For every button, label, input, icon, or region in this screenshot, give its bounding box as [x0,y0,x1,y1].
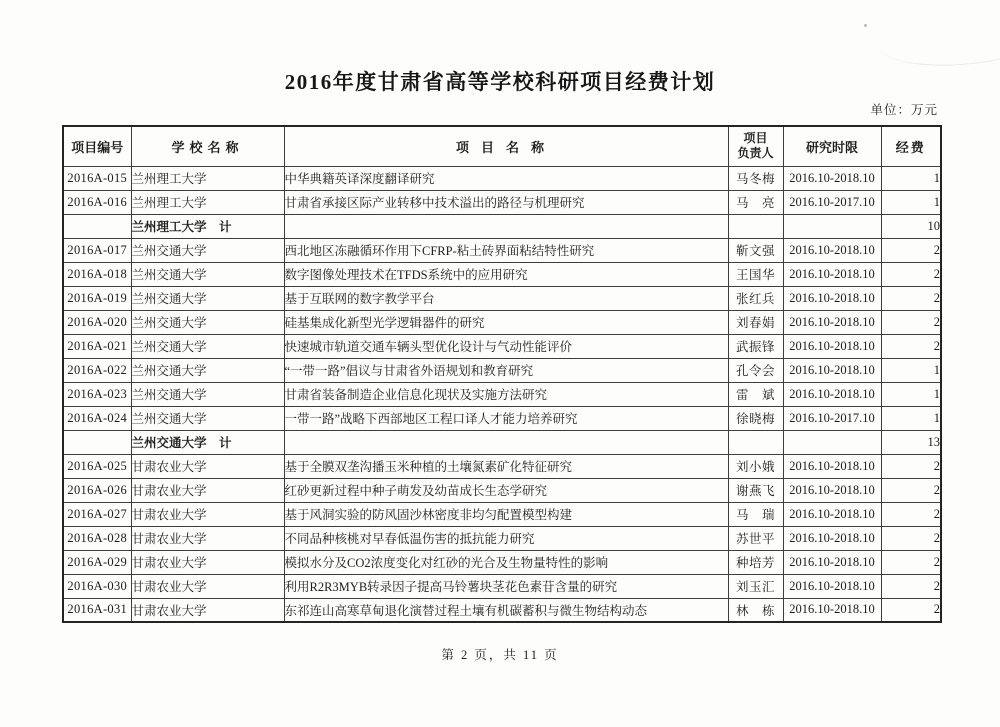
cell-school-name: 甘肃农业大学 [131,550,284,574]
cell-project-leader: 马冬梅 [728,166,783,190]
table-row [63,598,941,622]
cell-research-period: 2016.10-2017.10 [783,190,881,214]
table-body [63,166,941,622]
cell-project-name: 模拟水分及CO2浓度变化对红砂的光合及生物量特性的影响 [284,550,728,574]
cell-research-period: 2016.10-2018.10 [783,238,881,262]
table-row [63,454,941,478]
cell-project-code: 2016A-029 [63,550,131,574]
cell-research-period: 2016.10-2018.10 [783,334,881,358]
cell-project-name: 快速城市轨道交通车辆头型优化设计与气动性能评价 [284,334,728,358]
page-title: 2016年度甘肃省高等学校科研项目经费计划 [284,70,716,94]
cell-project-leader: 苏世平 [728,526,783,550]
cell-project-leader: 种培芳 [728,550,783,574]
cell-fund: 2 [881,454,941,478]
cell-school-name: 兰州理工大学 计 [131,214,284,238]
cell-school-name: 甘肃农业大学 [131,574,284,598]
cell-research-period: 2016.10-2018.10 [783,502,881,526]
cell-school-name: 兰州交通大学 [131,286,284,310]
cell-fund: 2 [881,574,941,598]
cell-project-name: 甘肃省承接区际产业转移中技术溢出的路径与机理研究 [284,190,728,214]
cell-project-code: 2016A-028 [63,526,131,550]
cell-project-code: 2016A-023 [63,382,131,406]
header-project-leader [728,126,783,166]
cell-project-name: 西北地区冻融循环作用下CFRP-粘土砖界面粘结特性研究 [284,238,728,262]
table-row [63,574,941,598]
header-project-name: 项目名称 [284,126,728,166]
cell-project-leader: 王国华 [728,262,783,286]
cell-fund: 2 [881,310,941,334]
cell-research-period: 2016.10-2018.10 [783,478,881,502]
cell-project-leader: 武振锋 [728,334,783,358]
cell-project-leader: 雷 斌 [728,382,783,406]
header-leader-line1: 项目 [743,131,768,146]
table-row [63,478,941,502]
cell-school-name: 兰州交通大学 [131,262,284,286]
table-row [63,262,941,286]
table-row [63,430,941,454]
cell-project-code: 2016A-019 [63,286,131,310]
cell-project-leader: 林 栋 [728,598,783,622]
table-row [63,550,941,574]
table-row [63,358,941,382]
cell-fund: 2 [881,238,941,262]
cell-school-name: 兰州理工大学 [131,190,284,214]
cell-project-leader: 刘小娥 [728,454,783,478]
table-row [63,526,941,550]
cell-fund: 1 [881,358,941,382]
cell-project-name: 中华典籍英译深度翻译研究 [284,166,728,190]
cell-project-code: 2016A-022 [63,358,131,382]
cell-research-period: 2016.10-2018.10 [783,286,881,310]
cell-research-period: 2016.10-2018.10 [783,526,881,550]
cell-school-name: 甘肃农业大学 [131,526,284,550]
cell-project-code: 2016A-030 [63,574,131,598]
cell-project-leader: 靳文强 [728,238,783,262]
cell-fund: 2 [881,502,941,526]
cell-school-name: 兰州交通大学 [131,406,284,430]
cell-project-name: 东祁连山高寒草甸退化演替过程土壤有机碳蓄积与微生物结构动态 [284,598,728,622]
cell-project-leader: 马 瑞 [728,502,783,526]
cell-research-period [783,214,881,238]
unit-note: 单位：万元 [870,103,938,117]
cell-project-name: 基于互联网的数字教学平台 [284,286,728,310]
cell-research-period [783,430,881,454]
cell-project-name: 甘肃省装备制造企业信息化现状及实施方法研究 [284,382,728,406]
table-row [63,310,941,334]
cell-research-period: 2016.10-2018.10 [783,598,881,622]
cell-fund: 1 [881,190,941,214]
header-school-name: 学校名称 [131,126,284,166]
header-research-period: 研究时限 [783,126,881,166]
cell-project-name: 基于风洞实验的防风固沙林密度非均匀配置模型构建 [284,502,728,526]
cell-fund: 1 [881,406,941,430]
cell-school-name: 甘肃农业大学 [131,454,284,478]
cell-fund: 1 [881,166,941,190]
cell-project-leader: 徐晓梅 [728,406,783,430]
projects-table [62,125,942,623]
cell-project-code [63,214,131,238]
cell-research-period: 2016.10-2018.10 [783,574,881,598]
header-row [63,126,941,166]
cell-project-code [63,430,131,454]
cell-project-code: 2016A-018 [63,262,131,286]
table-row [63,190,941,214]
cell-project-name: 硅基集成化新型光学逻辑器件的研究 [284,310,728,334]
cell-project-name: 不同品种核桃对早春低温伤害的抵抗能力研究 [284,526,728,550]
cell-school-name: 兰州交通大学 [131,238,284,262]
cell-research-period: 2016.10-2017.10 [783,406,881,430]
cell-fund: 2 [881,598,941,622]
cell-project-name [284,214,728,238]
cell-school-name: 甘肃农业大学 [131,598,284,622]
scan-artifact-arc [879,12,1000,70]
cell-project-leader: 刘玉汇 [728,574,783,598]
cell-project-name: 利用R2R3MYB转录因子提高马铃薯块茎花色素苷含量的研究 [284,574,728,598]
cell-project-leader: 孔令会 [728,358,783,382]
table-row [63,334,941,358]
cell-project-leader [728,214,783,238]
cell-fund: 10 [881,214,941,238]
cell-project-leader: 张红兵 [728,286,783,310]
cell-fund: 13 [881,430,941,454]
cell-project-name [284,430,728,454]
cell-school-name: 甘肃农业大学 [131,478,284,502]
cell-school-name: 兰州交通大学 [131,382,284,406]
cell-project-leader: 谢燕飞 [728,478,783,502]
cell-school-name: 兰州交通大学 [131,334,284,358]
cell-project-name: 基于全膜双垄沟播玉米种植的土壤氮素矿化特征研究 [284,454,728,478]
cell-school-name: 甘肃农业大学 [131,502,284,526]
cell-project-code: 2016A-020 [63,310,131,334]
cell-school-name: 兰州理工大学 [131,166,284,190]
table-row [63,406,941,430]
table-row [63,238,941,262]
cell-research-period: 2016.10-2018.10 [783,262,881,286]
table-row [63,166,941,190]
cell-research-period: 2016.10-2018.10 [783,310,881,334]
table-row [63,214,941,238]
cell-project-leader: 刘春娟 [728,310,783,334]
cell-project-code: 2016A-017 [63,238,131,262]
cell-project-leader: 马 亮 [728,190,783,214]
scan-artifact-dot [864,24,867,27]
header-project-code: 项目编号 [63,126,131,166]
table-row [63,382,941,406]
cell-research-period: 2016.10-2018.10 [783,454,881,478]
cell-fund: 2 [881,286,941,310]
cell-project-name: 数字图像处理技术在TFDS系统中的应用研究 [284,262,728,286]
cell-project-code: 2016A-025 [63,454,131,478]
cell-project-code: 2016A-027 [63,502,131,526]
cell-project-code: 2016A-016 [63,190,131,214]
page-footer: 第 2 页，共 11 页 [441,648,559,662]
cell-fund: 2 [881,334,941,358]
cell-project-code: 2016A-015 [63,166,131,190]
cell-fund: 2 [881,262,941,286]
cell-research-period: 2016.10-2018.10 [783,166,881,190]
cell-research-period: 2016.10-2018.10 [783,358,881,382]
cell-project-code: 2016A-026 [63,478,131,502]
header-fund: 经费 [881,126,941,166]
cell-research-period: 2016.10-2018.10 [783,550,881,574]
table-row [63,286,941,310]
cell-fund: 1 [881,382,941,406]
cell-project-leader [728,430,783,454]
cell-project-name: 红砂更新过程中种子萌发及幼苗成长生态学研究 [284,478,728,502]
cell-project-code: 2016A-021 [63,334,131,358]
table-header [63,126,941,166]
cell-fund: 2 [881,550,941,574]
cell-project-code: 2016A-024 [63,406,131,430]
cell-project-code: 2016A-031 [63,598,131,622]
cell-project-name: “一带一路”倡议与甘肃省外语规划和教育研究 [284,358,728,382]
cell-research-period: 2016.10-2018.10 [783,382,881,406]
cell-fund: 2 [881,478,941,502]
cell-school-name: 兰州交通大学 计 [131,430,284,454]
cell-fund: 2 [881,526,941,550]
cell-school-name: 兰州交通大学 [131,358,284,382]
cell-school-name: 兰州交通大学 [131,310,284,334]
cell-project-name: 一带一路”战略下西部地区工程口译人才能力培养研究 [284,406,728,430]
header-leader-line2: 负责人 [737,146,774,161]
table-row [63,502,941,526]
